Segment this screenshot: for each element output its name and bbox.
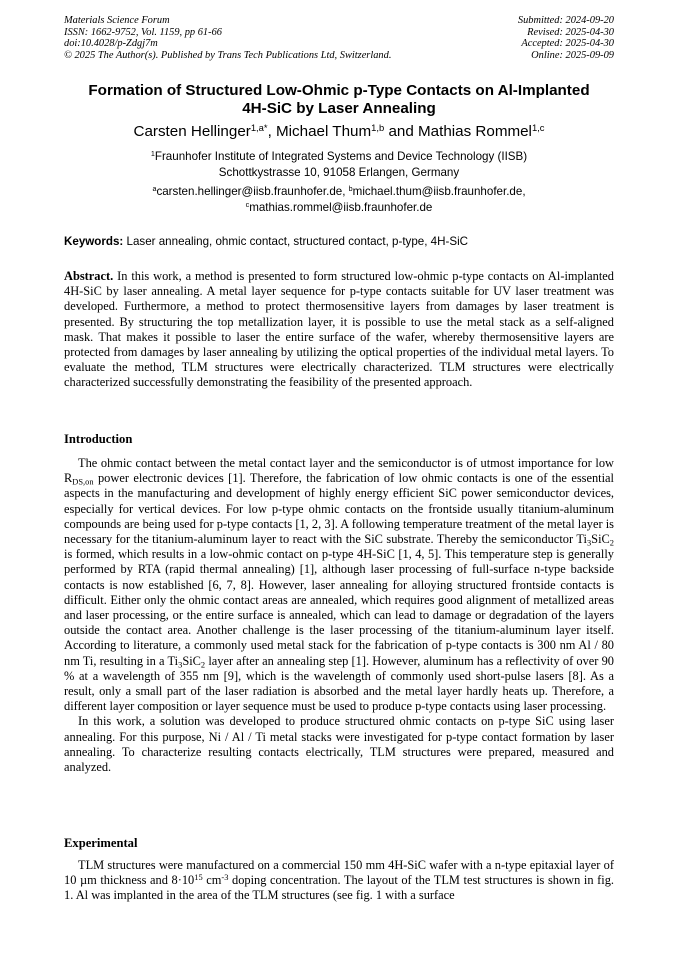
keywords-text: Laser annealing, ohmic contact, structured contact, p-type, 4H-SiC — [123, 235, 469, 248]
affiliation — [40, 149, 638, 180]
subscript: 3 — [178, 659, 183, 670]
paragraph — [64, 858, 614, 904]
text-run: power electronic devices [1]. Therefore, the fabrication of low ohmic contacts is one of the essential aspects in the manufacturing and development of highly energy efficient SiC power semiconductor devices, especially for vertical devices. For low p-type ohmic contacts on the frontside usually titanium-aluminum compounds are being used for p-type contacts [1, 2, 3]. A following temperature treatment of the metal layer is necessary for the titanium-aluminum layer to react with the SiC substrate. Thereby the semiconductor Ti — [64, 471, 614, 547]
author-affiliation-mark: 1,b — [371, 121, 385, 133]
abstract-label: Abstract. — [64, 269, 114, 283]
email-address: carsten.hellinger@iisb.fraunhofer.de, — [156, 185, 349, 198]
experimental-body — [64, 858, 614, 904]
revised-date: Revised: 2025-04-30 — [527, 26, 614, 38]
text-run: The ohmic contact between the metal contact layer and the semiconductor is of utmost importance for low R — [64, 456, 614, 486]
text-run: cm — [202, 873, 222, 888]
email-address: mathias.rommel@iisb.fraunhofer.de — [249, 200, 433, 214]
author-affiliation-mark: 1,a* — [250, 121, 268, 133]
paragraph: In this work, a solution was developed to produce structured ohmic contacts on p-type SiC using laser annealing. For this purpose, Ni / Al / Ti metal stacks were investigated for p-type contact formation by laser annealing. To characterize resulting contacts electrically, TLM structures were prepared, measured and analyzed. — [64, 714, 614, 775]
subscript: DS,on — [72, 476, 94, 487]
affiliation-address: Schottkystrasse 10, 91058 Erlangen, Germany — [218, 165, 460, 179]
accepted-date: Accepted: 2025-04-30 — [521, 38, 614, 49]
text-run: doping concentration. The layout of the TLM test structures is shown in fig. 1. Al was implanted in the area of the TLM structures (see fig. 1 with a surface — [64, 873, 614, 903]
superscript: 15 — [194, 872, 203, 882]
text-run: SiC — [591, 532, 610, 547]
author-separator: and — [384, 123, 418, 140]
author-list — [40, 123, 638, 141]
online-date: Online: 2025-09-09 — [531, 49, 614, 61]
section-heading-introduction: Introduction — [64, 432, 133, 446]
author-name: Carsten Hellinger — [133, 123, 251, 140]
author-affiliation-mark: 1,c — [531, 121, 545, 133]
publication-info — [64, 15, 391, 61]
title-line-2: 4H-SiC by Laser Annealing — [242, 100, 436, 117]
paragraph — [64, 456, 614, 714]
affiliation-line: Fraunhofer Institute of Integrated Systems and Device Technology (IISB) — [154, 150, 528, 163]
abstract — [64, 269, 614, 391]
affiliation-mark: 1 — [150, 149, 155, 159]
keywords-label: Keywords: — [64, 235, 124, 248]
doi: doi:10.4028/p-Zdgj7m — [64, 38, 158, 49]
author-name: Mathias Rommel — [418, 123, 532, 140]
email-address: michael.thum@iisb.fraunhofer.de, — [352, 185, 526, 198]
text-run: TLM structures were manufactured on a commercial 150 mm 4H-SiC wafer with a n-type epitaxial layer of 10 µm thickness and 8·10 — [64, 858, 614, 888]
journal-name: Materials Science Forum — [64, 15, 170, 26]
abstract-text: In this work, a method is presented to form structured low-ohmic p-type contacts on Al-implanted 4H-SiC by laser annealing. A metal layer sequence for p-type contacts suitable for UV laser treatment was developed. Furthermore, a method to protect thermosensitive layers from damages by laser treatment is presented. By structuring the top metallization layer, it is possible to use the metal stack as a self-aligned mask. That makes it possible to laser the entire surface of the wafer, whereby thermosensitive layers are protected from damages by laser annealing by utilizing the optical properties of the individual metal layers. To evaluate the method, TLM structures were electrically characterized. TLM structures were electrically characterized successfully demonstrating the feasibility of the presented approach. — [64, 269, 614, 390]
email-mark: c — [245, 199, 250, 209]
subscript: 2 — [609, 537, 614, 548]
paper-title — [40, 82, 638, 118]
subscript: 3 — [586, 537, 592, 548]
superscript: -3 — [221, 872, 229, 882]
keywords — [64, 235, 614, 249]
submitted-date: Submitted: 2024-09-20 — [517, 15, 614, 26]
text-run: layer after an annealing step [1]. However, aluminum has a reflectivity of over 90 % at a wavelength of 355 nm [9], which is the wavelength of commonly used short-pulse lasers [8]. As a result, only a small part of the laser radiation is absorbed and the metal layer hardly heats up. Therefore, a different layer composition or layer sequence must be used to produce p-type contacts using laser processing. — [64, 653, 614, 714]
email-mark: a — [152, 184, 157, 194]
text-run: SiC — [182, 653, 201, 668]
subscript: 2 — [200, 659, 206, 670]
introduction-body — [64, 456, 614, 775]
title-line-1: Formation of Structured Low-Ohmic p-Type Contacts on Al-Implanted — [88, 82, 590, 99]
issn: ISSN: 1662-9752, Vol. 1159, pp 61-66 — [64, 26, 222, 38]
text-run: is formed, which results in a low-ohmic contact on p-type 4H-SiC [1, 4, 5]. This temperature step is generally performed by RTA (rapid thermal annealing) [1], although laser processing of full-surface n-type backside contacts is now established [6, 7, 8]. However, laser annealing for alloying structured frontside contacts is difficult. Either only the ohmic contact areas are annealed, which requires good alignment of metallized areas and laser processing, or the entire surface is annealed, which can lead to damage or degradation of the layers outside the contact area. Another challenge is the laser processing of the titanium-aluminum layer itself. According to literature, a commonly used metal stack for the fabrication of p-type contacts is 300 nm Al / 80 nm Ti, resulting in a Ti — [64, 547, 614, 668]
publication-dates — [518, 15, 614, 61]
author-separator: , — [267, 123, 277, 140]
author-emails — [40, 184, 638, 215]
email-mark: b — [348, 184, 353, 194]
author-name: Michael Thum — [276, 123, 372, 140]
copyright: © 2025 The Author(s). Published by Trans Tech Publications Ltd, Switzerland. — [64, 49, 392, 61]
section-heading-experimental: Experimental — [64, 836, 138, 850]
